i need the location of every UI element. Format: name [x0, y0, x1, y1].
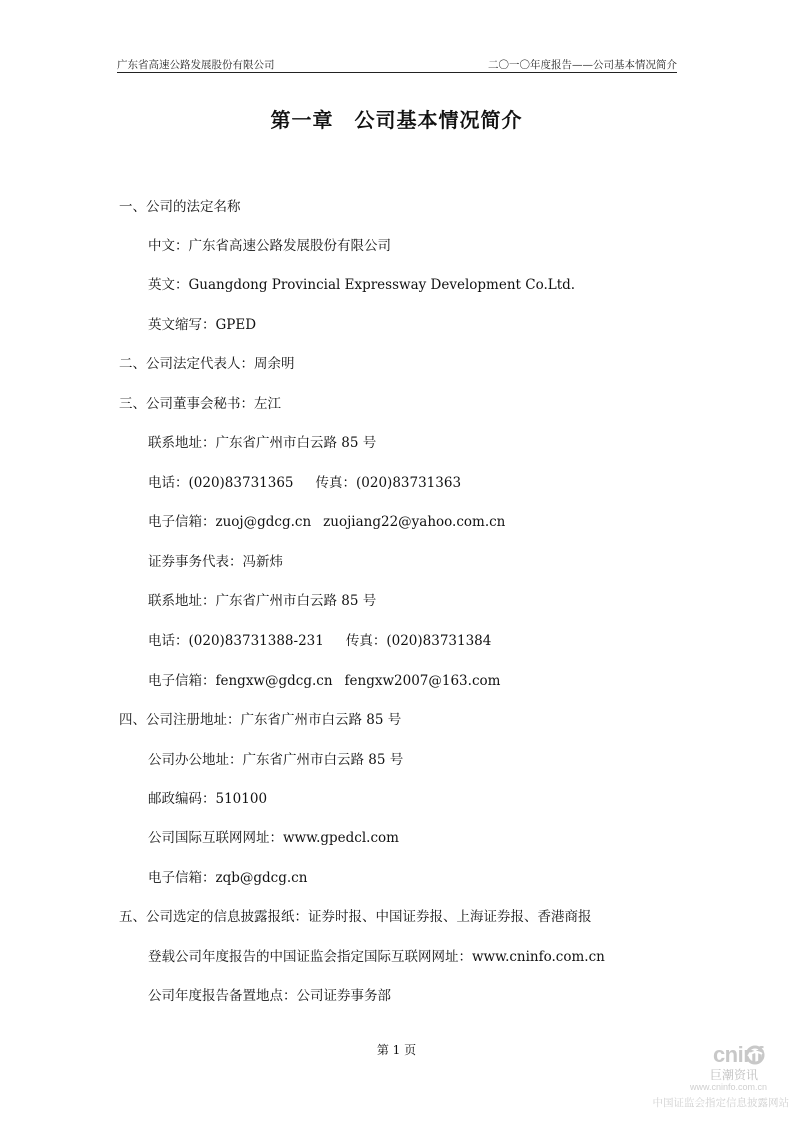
representative-emails: [148, 672, 500, 690]
header-report-title: 二〇一〇年度报告——公司基本情况简介: [488, 59, 677, 71]
office-address: 公司办公地址：广东省广州市白云路 85 号: [148, 752, 404, 768]
secretary-emails: [148, 513, 505, 531]
secretary-fax: 传真：(020)83731363: [315, 475, 462, 491]
secretary-address: 联系地址：广东省广州市白云路 85 号: [148, 435, 377, 451]
watermark-site: 中国证监会指定信息披露网站: [652, 1097, 789, 1109]
section-board-secretary: 三、公司董事会秘书：左江: [119, 396, 281, 412]
cninfo-watermark: [643, 1042, 793, 1112]
watermark-name: 巨潮资讯: [709, 1068, 758, 1082]
representative-email-1: 电子信箱：fengxw@gdcg.cn: [148, 673, 333, 689]
chinese-name: 中文：广东省高速公路发展股份有限公司: [148, 238, 391, 254]
report-location: 公司年度报告备置地点：公司证券事务部: [148, 988, 391, 1004]
securities-representative: 证券事务代表：冯新炜: [148, 554, 283, 570]
secretary-email-2: zuojiang22@yahoo.com.cn: [323, 514, 506, 530]
section-disclosure-newspapers: 五、公司选定的信息披露报纸：证券时报、中国证券报、上海证券报、香港商报: [119, 909, 592, 925]
representative-fax: 传真：(020)83731384: [345, 633, 492, 649]
page-number: 第 1 页: [376, 1043, 417, 1057]
representative-phone: 电话：(020)83731388-231: [148, 633, 324, 649]
representative-email-2: fengxw2007@163.com: [344, 673, 501, 689]
cninfo-logo-icon: [745, 1045, 765, 1065]
page-header: [117, 56, 677, 73]
representative-phone-fax: [148, 632, 491, 650]
secretary-phone: 电话：(020)83731365: [148, 475, 294, 491]
header-company: 广东省高速公路发展股份有限公司: [117, 59, 275, 71]
watermark-url: www.cninfo.com.cn: [689, 1082, 767, 1092]
english-name: 英文：Guangdong Provincial Expressway Development Co.Ltd.: [148, 277, 576, 293]
watermark-logo-text: cninf: [712, 1042, 763, 1067]
section-legal-representative: 二、公司法定代表人：周余明: [119, 356, 295, 372]
website: 公司国际互联网网址：www.gpedcl.com: [148, 830, 399, 846]
chapter-title: 第一章 公司基本情况简介: [270, 108, 523, 132]
representative-address: 联系地址：广东省广州市白云路 85 号: [148, 593, 377, 609]
disclosure-website: 登载公司年度报告的中国证监会指定国际互联网网址：www.cninfo.com.cn: [148, 949, 605, 965]
english-abbreviation: 英文缩写：GPED: [148, 317, 257, 333]
secretary-email-1: 电子信箱：zuoj@gdcg.cn: [148, 514, 312, 530]
section-registered-address: 四、公司注册地址：广东省广州市白云路 85 号: [119, 712, 402, 728]
postal-code: 邮政编码：510100: [148, 791, 268, 807]
section-legal-name: 一、公司的法定名称: [119, 199, 241, 215]
secretary-phone-fax: [148, 474, 461, 492]
company-email: 电子信箱：zqb@gdcg.cn: [148, 870, 308, 886]
